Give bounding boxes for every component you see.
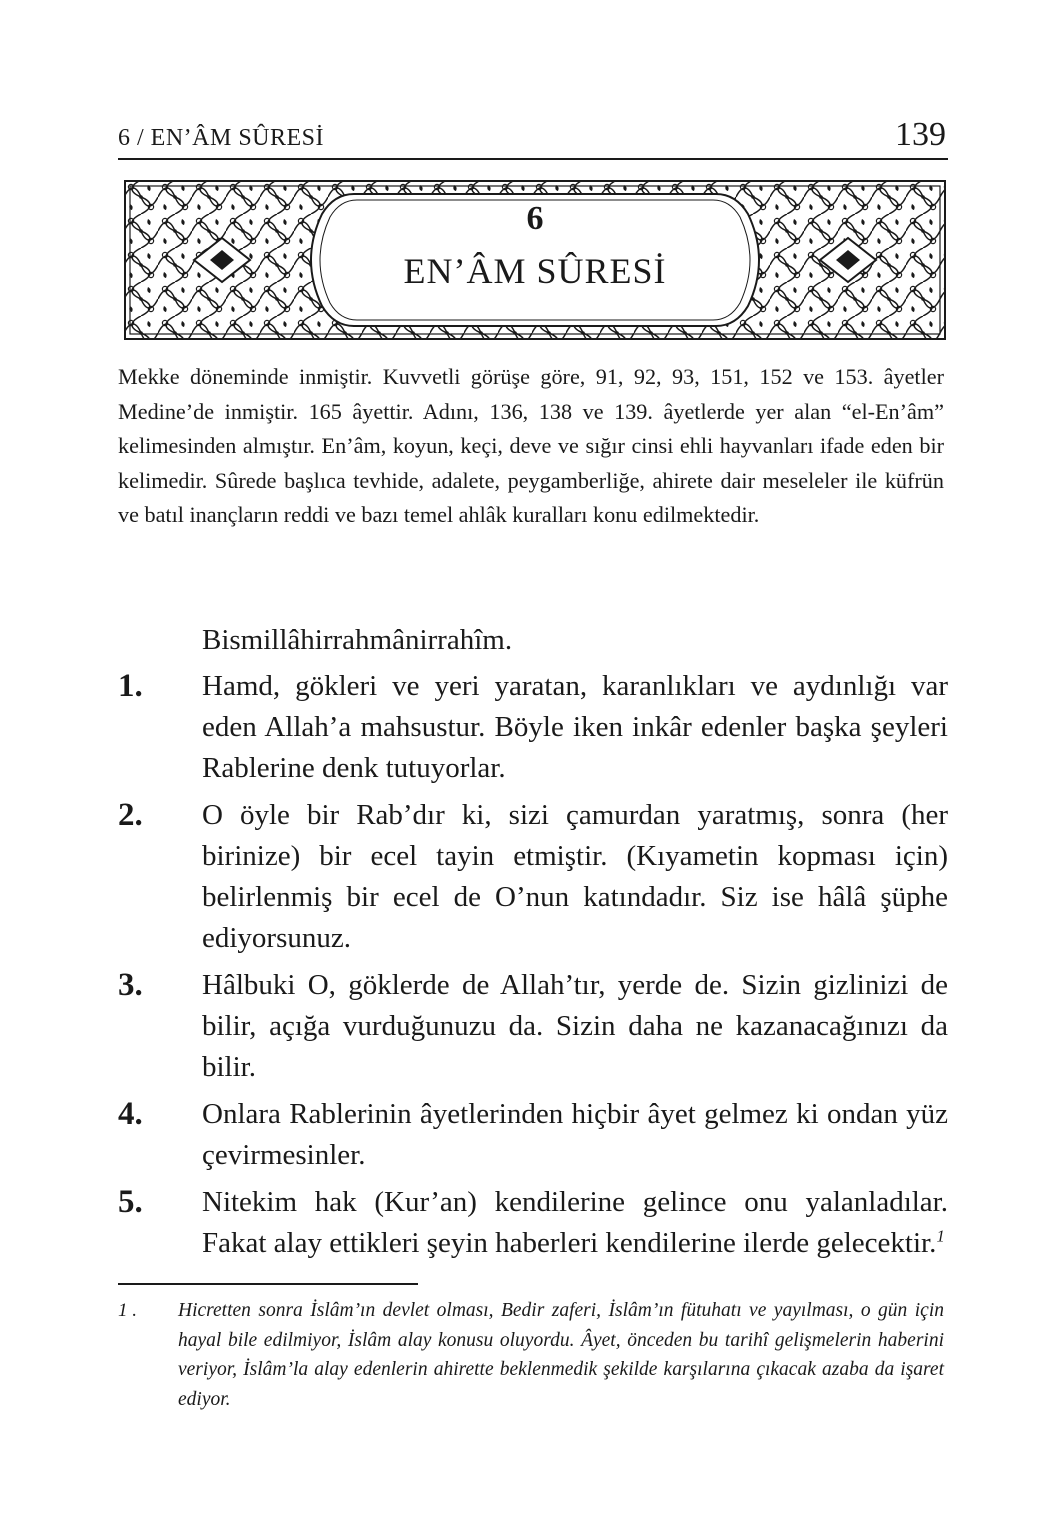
- running-title: 6 / EN’ÂM SÛRESİ: [118, 125, 325, 151]
- verse-2: [118, 795, 948, 959]
- footnote: [118, 1296, 944, 1414]
- verse-text: O öyle bir Rab’dır ki, sizi çamurdan yaratmış, sonra (her birinize) bir ecel tayin etmiştir. (Kıyametin kopması için) belirlenmiş bir ecel de O’nun katındadır. Siz ise hâlâ şüphe ediyorsunuz.: [202, 799, 948, 954]
- basmala: Bismillâhirrahmânirrahîm.: [202, 624, 513, 656]
- verse-5: [118, 1182, 948, 1264]
- verse-text-body: Nitekim hak (Kur’an) kendilerine gelince onu yalanladılar. Fakat alay ettikleri şeyin haberleri kendilerine ilerde gelecektir.: [202, 1186, 948, 1259]
- verse-1: [118, 666, 948, 789]
- surah-banner: [124, 180, 946, 340]
- verse-text: Hâlbuki O, göklerde de Allah’tır, yerde de. Sizin gizlinizi de bilir, açığa vurduğunuzu da. Sizin daha ne kazanacağınızı da bilir.: [202, 969, 948, 1083]
- verse-list: [118, 620, 948, 1264]
- page-number: 139: [895, 116, 946, 153]
- verse-3: [118, 965, 948, 1088]
- verse-text: Onlara Rablerinin âyetlerinden hiçbir âyet gelmez ki ondan yüz çevirmesinler.: [202, 1098, 948, 1171]
- verse-text: Hamd, gökleri ve yeri yaratan, karanlıkları ve aydınlığı var eden Allah’a mahsustur. Böyle iken inkâr edenler başka şeyleri Rablerine denk tutuyorlar.: [202, 670, 948, 784]
- verse-number: 2.: [118, 797, 143, 833]
- surah-name: EN’ÂM SÛRESİ: [403, 251, 667, 291]
- surah-number: 6: [526, 200, 544, 237]
- verse-4: [118, 1094, 948, 1176]
- footnote-text: Hicretten sonra İslâm’ın devlet olması, Bedir zaferi, İslâm’ın fütuhatı ve yayılması, o gün için hayal bile edilmiyor, İslâm alay konusu oluyordu. Âyet, önceden bu tarihî gelişmelerin haberini veriyor, İslâm’la alay edenlerin ahirette beklenmedik şekilde karşılarına çıkacak azaba da işaret ediyor.: [178, 1300, 944, 1410]
- running-head: [118, 116, 948, 160]
- verse-number: 1.: [118, 668, 143, 704]
- verse-number: 5.: [118, 1184, 143, 1220]
- footnote-marker: 1 .: [118, 1300, 137, 1321]
- verse-number: 3.: [118, 967, 143, 1003]
- surah-introduction: Mekke döneminde inmiştir. Kuvvetli görüşe göre, 91, 92, 93, 151, 152 ve 153. âyetler Medine’de inmiştir. 165 âyettir. Adını, 136, 138 ve 139. âyetlerde yer alan “el-En’âm” kelimesinden almıştır. En’âm, koyun, keçi, deve ve sığır cinsi ehli hayvanları ifade eden bir kelimedir. Sûrede başlıca tevhide, adalete, peygamberliğe, ahirete dair meseleler ile küfrün ve batıl inançların reddi ve bazı temel ahlâk kuralları konu edilmektedir.: [118, 364, 944, 527]
- verse-number: 4.: [118, 1096, 143, 1132]
- footnote-divider: [118, 1283, 418, 1285]
- footnote-reference[interactable]: 1: [936, 1226, 945, 1246]
- verse-text: [202, 1182, 948, 1264]
